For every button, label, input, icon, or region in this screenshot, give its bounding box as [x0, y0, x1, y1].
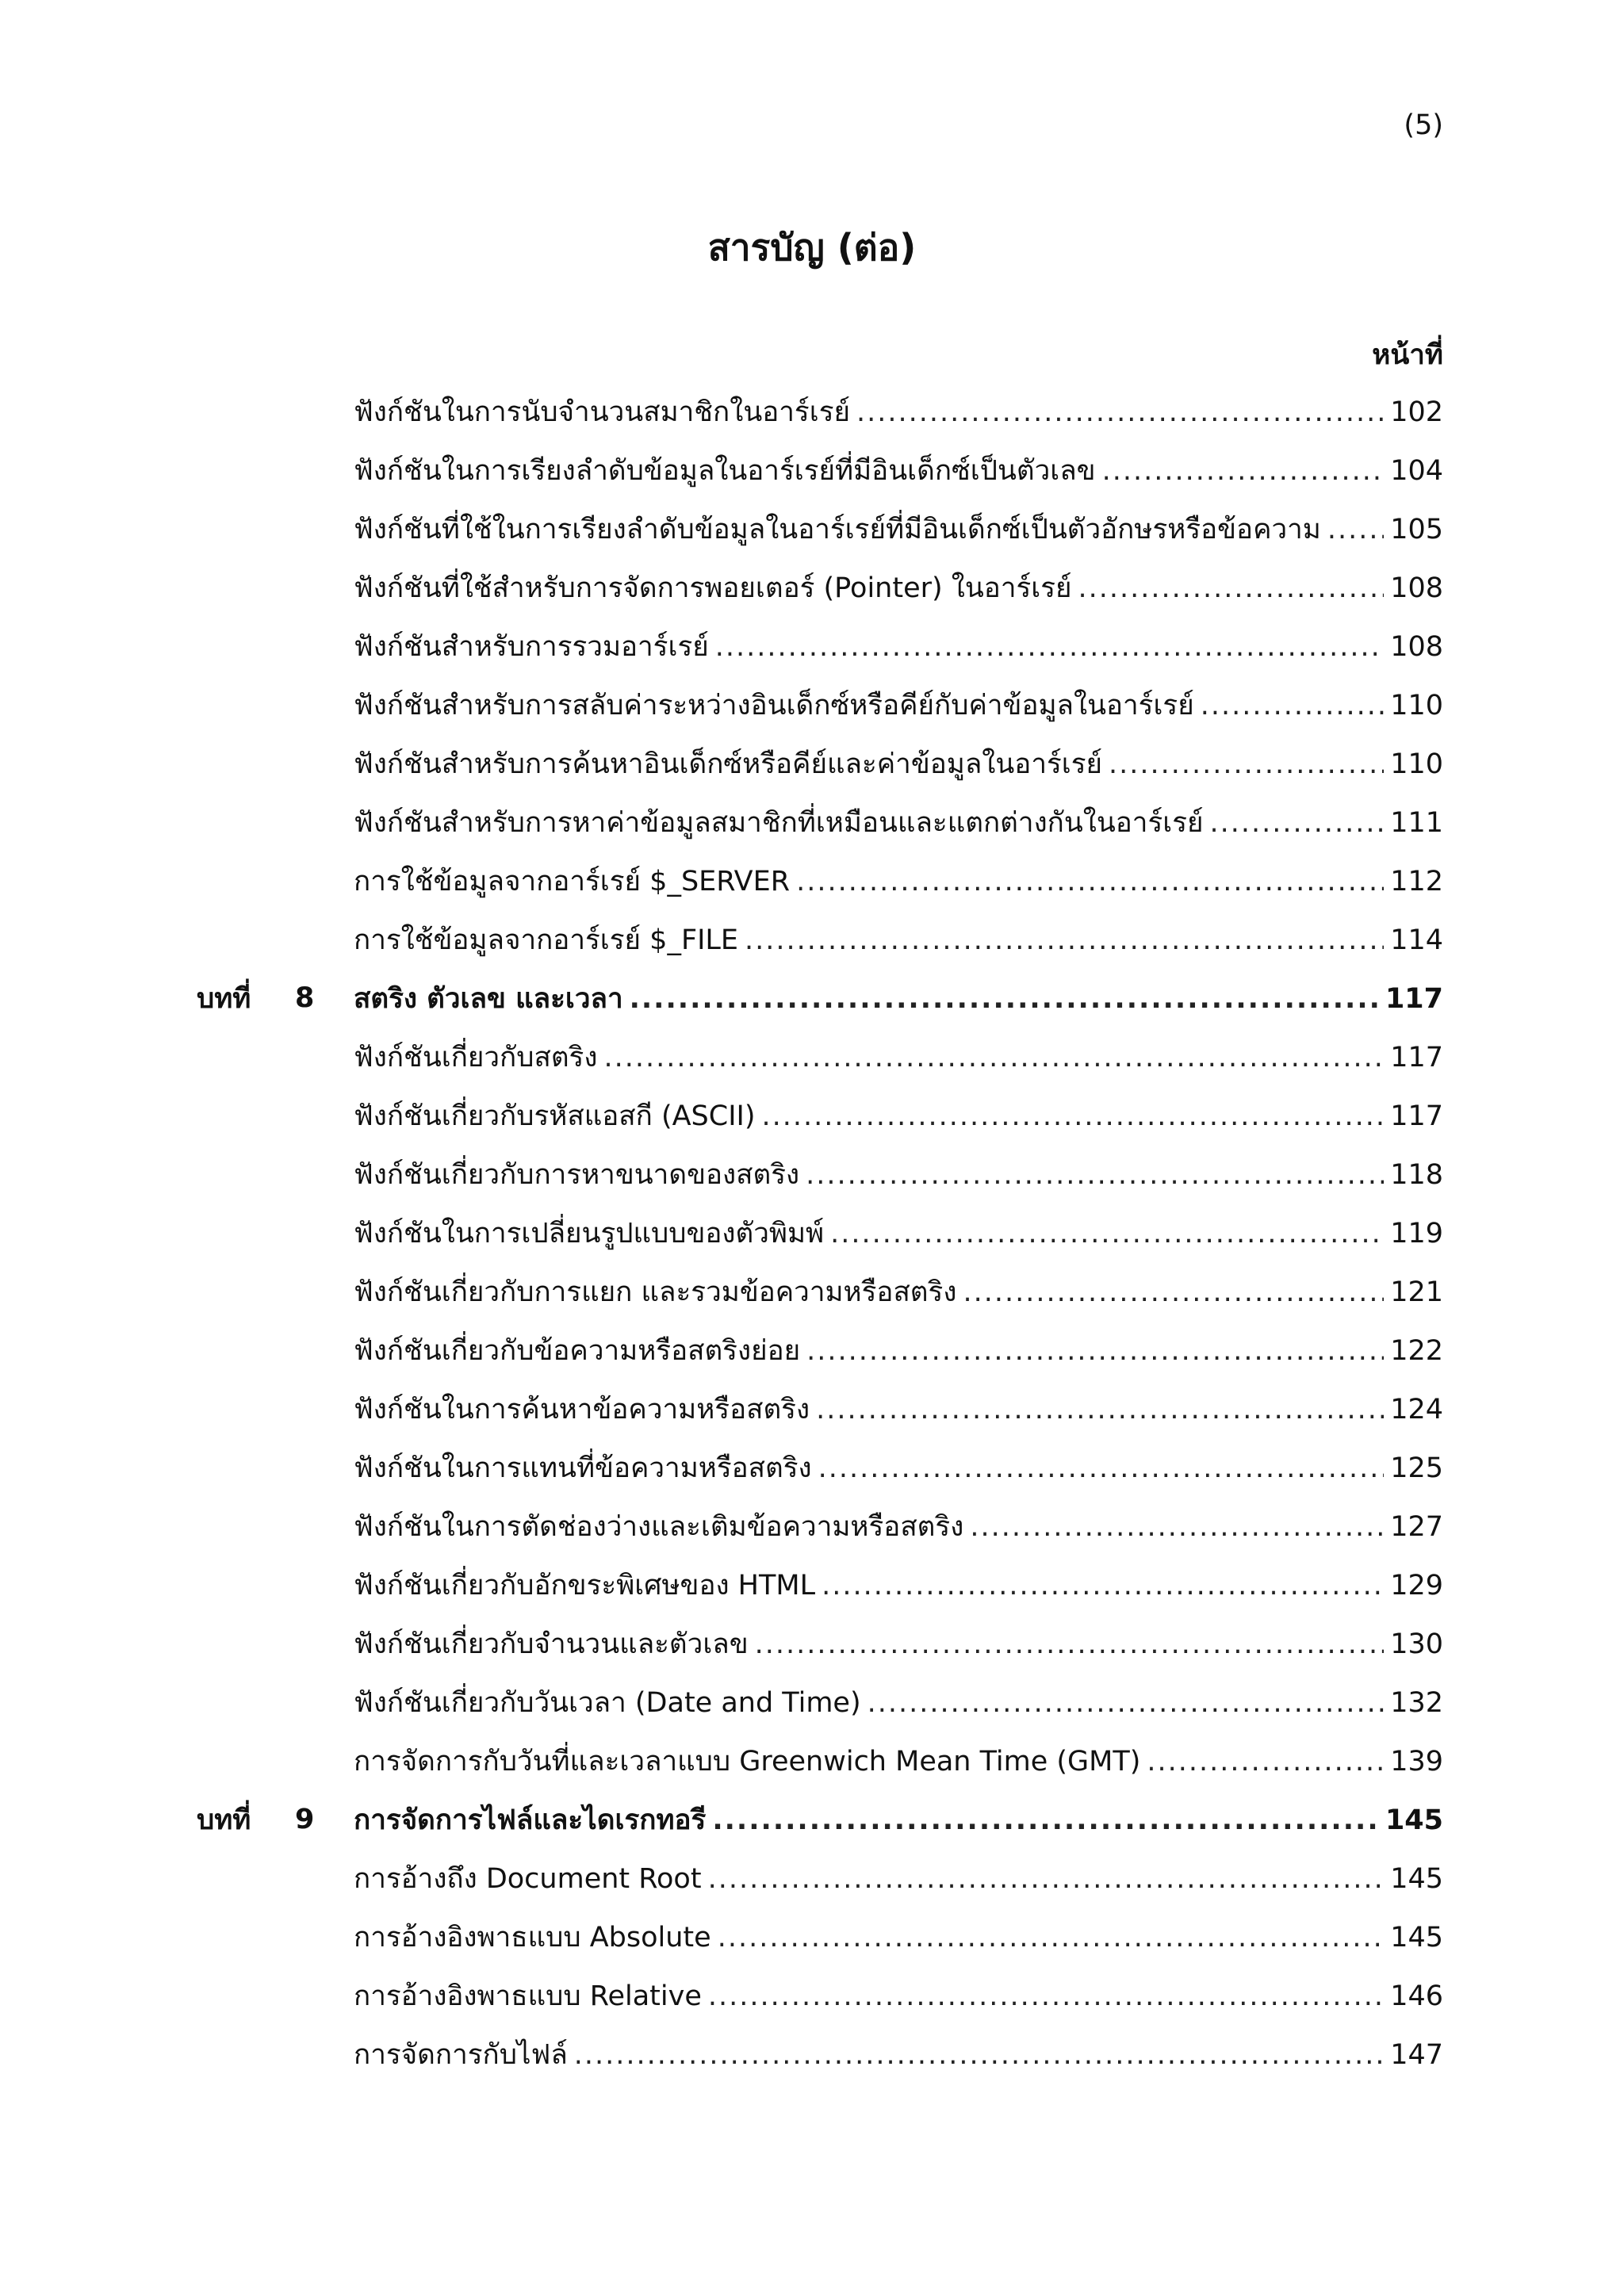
toc-entry-row [0, 910, 1624, 969]
toc-entry-row [0, 558, 1624, 617]
toc-line [354, 1446, 1443, 1490]
dot-leader [822, 1570, 1384, 1601]
toc-line [354, 1622, 1443, 1666]
dot-leader [806, 1159, 1384, 1191]
toc-entry-title: ฟังก์ชันสำหรับการค้นหาอินเด็กซ์หรือคีย์และค่าข้อมูลในอาร์เรย์ [354, 748, 1103, 780]
toc-line [354, 1329, 1443, 1372]
dot-leader [762, 1100, 1385, 1132]
dot-leader [1201, 690, 1384, 721]
dot-leader [856, 396, 1384, 428]
dot-leader [796, 866, 1384, 897]
toc-line [354, 449, 1443, 492]
dot-leader [1210, 807, 1385, 839]
toc-entry-page: 105 [1390, 513, 1443, 545]
dot-leader [1147, 1746, 1384, 1777]
toc-entry-page: 145 [1390, 1921, 1443, 1954]
toc-entry-row [0, 1556, 1624, 1614]
toc-entry-page: 127 [1390, 1510, 1443, 1543]
page-column-header: หน้าที่ [1372, 339, 1443, 371]
toc-entry-row [0, 1321, 1624, 1380]
page-title: สารบัญ (ต่อ) [707, 226, 917, 269]
toc-entry-title: ฟังก์ชันในการเรียงลำดับข้อมูลในอาร์เรย์ที่มีอินเด็กซ์เป็นตัวเลข [354, 454, 1096, 487]
toc-entry-page: 132 [1390, 1686, 1443, 1719]
toc-entry-page: 145 [1385, 1804, 1443, 1836]
dot-leader [708, 1980, 1384, 2012]
toc-entry-title: ฟังก์ชันเกี่ยวกับสตริง [354, 1041, 598, 1073]
toc-line [354, 1857, 1443, 1900]
toc-entry-row [0, 1438, 1624, 1497]
toc-line [354, 1915, 1443, 1959]
toc-entry-row [0, 1027, 1624, 1086]
dot-leader [816, 1394, 1384, 1425]
toc-line [354, 2033, 1443, 2076]
toc-entry-title: ฟังก์ชันที่ใช้ในการเรียงลำดับข้อมูลในอาร์เรย์ที่มีอินเด็กซ์เป็นตัวอักษรหรือข้อความ [354, 513, 1321, 545]
toc-line [354, 683, 1443, 727]
toc-entry-title: ฟังก์ชันสำหรับการสลับค่าระหว่างอินเด็กซ์หรือคีย์กับค่าข้อมูลในอาร์เรย์ [354, 689, 1194, 721]
dot-leader [1327, 514, 1384, 545]
toc-entry-page: 145 [1390, 1862, 1443, 1895]
toc-entry-page: 110 [1390, 689, 1443, 721]
toc-entry-page: 122 [1390, 1334, 1443, 1367]
toc-entry-title: ฟังก์ชันในการนับจำนวนสมาชิกในอาร์เรย์ [354, 396, 851, 428]
toc-entry-title: ฟังก์ชันในการเปลี่ยนรูปแบบของตัวพิมพ์ [354, 1217, 825, 1249]
toc-entry-title: ฟังก์ชันเกี่ยวกับการหาขนาดของสตริง [354, 1158, 800, 1191]
toc-entry-row [0, 1673, 1624, 1732]
chapter-number: 8 [295, 982, 315, 1014]
toc-entry-page: 146 [1390, 1980, 1443, 2012]
chapter-label: บทที่ [197, 1804, 251, 1836]
dot-leader [708, 1863, 1385, 1895]
toc-entry-title: การจัดการกับวันที่และเวลาแบบ Greenwich Mean Time (GMT) [354, 1745, 1141, 1777]
toc-entry-page: 104 [1390, 454, 1443, 487]
toc-line [354, 1739, 1443, 1783]
dot-leader [1109, 748, 1384, 780]
toc-line [354, 1094, 1443, 1138]
toc-entry-title: ฟังก์ชันในการแทนที่ข้อความหรือสตริง [354, 1452, 812, 1484]
dot-leader [630, 983, 1379, 1015]
toc-entry-title: ฟังก์ชันเกี่ยวกับจำนวนและตัวเลข [354, 1628, 749, 1660]
toc-entry-title: ฟังก์ชันเกี่ยวกับวันเวลา (Date and Time) [354, 1686, 861, 1719]
toc-entry-page: 121 [1390, 1276, 1443, 1308]
toc-line [354, 1270, 1443, 1314]
toc-entry-title: การอ้างถึง Document Root [354, 1862, 702, 1895]
toc-entry-row [0, 1908, 1624, 1966]
dot-leader [1102, 455, 1385, 487]
toc-entry-title: ฟังก์ชันเกี่ยวกับรหัสแอสกี (ASCII) [354, 1100, 756, 1132]
chapter-label: บทที่ [197, 982, 251, 1015]
dot-leader [745, 924, 1384, 956]
toc-entry-row [0, 2025, 1624, 2084]
toc-entry-page: 124 [1390, 1393, 1443, 1425]
toc-entry-title: ฟังก์ชันเกี่ยวกับข้อความหรือสตริงย่อย [354, 1334, 801, 1367]
table-of-contents [0, 382, 1624, 2084]
toc-line [354, 1211, 1443, 1255]
toc-entry-page: 110 [1390, 748, 1443, 780]
toc-entry-row [0, 1086, 1624, 1145]
toc-entry-title: ฟังก์ชันสำหรับการหาค่าข้อมูลสมาชิกที่เหมือนและแตกต่างกันในอาร์เรย์ [354, 806, 1204, 839]
toc-chapter-row [0, 969, 1624, 1027]
toc-entry-row [0, 851, 1624, 910]
toc-line [354, 507, 1443, 551]
toc-entry-page: 130 [1390, 1628, 1443, 1660]
toc-entry-page: 117 [1390, 1100, 1443, 1132]
toc-entry-page: 117 [1390, 1041, 1443, 1073]
toc-entry-title: การใช้ข้อมูลจากอาร์เรย์ $_FILE [354, 924, 739, 956]
toc-entry-page: 108 [1390, 630, 1443, 663]
toc-line [354, 801, 1443, 844]
toc-entry-row [0, 1732, 1624, 1790]
toc-entry-page: 102 [1390, 396, 1443, 428]
toc-entry-row [0, 675, 1624, 734]
dot-leader [970, 1511, 1384, 1543]
toc-line [354, 1035, 1443, 1079]
dot-leader [574, 2039, 1384, 2071]
toc-entry-page: 112 [1390, 865, 1443, 897]
toc-line [354, 625, 1443, 668]
toc-line [354, 742, 1443, 786]
toc-line [354, 1974, 1443, 2018]
toc-entry-title: ฟังก์ชันในการค้นหาข้อความหรือสตริง [354, 1393, 810, 1425]
toc-entry-page: 139 [1390, 1745, 1443, 1777]
toc-entry-title: การจัดการกับไฟล์ [354, 2038, 568, 2071]
toc-entry-title: สตริง ตัวเลข และเวลา [354, 982, 623, 1015]
toc-entry-page: 111 [1390, 806, 1443, 839]
dot-leader [718, 1922, 1384, 1954]
toc-line [354, 859, 1443, 903]
toc-entry-page: 125 [1390, 1452, 1443, 1484]
toc-entry-row [0, 1262, 1624, 1321]
toc-entry-page: 119 [1390, 1217, 1443, 1249]
toc-entry-page: 108 [1390, 572, 1443, 604]
toc-line [354, 977, 1443, 1020]
dot-leader [755, 1628, 1385, 1660]
toc-entry-row [0, 1380, 1624, 1438]
toc-entry-row [0, 499, 1624, 558]
toc-entry-row [0, 617, 1624, 675]
dot-leader [830, 1218, 1384, 1249]
page-number: (5) [1404, 109, 1443, 141]
toc-entry-title: ฟังก์ชันเกี่ยวกับการแยก และรวมข้อความหรือสตริง [354, 1276, 957, 1308]
dot-leader [715, 631, 1384, 663]
toc-entry-title: การจัดการไฟล์และไดเรกทอรี [354, 1804, 707, 1836]
toc-entry-page: 147 [1390, 2038, 1443, 2071]
toc-entry-title: ฟังก์ชันที่ใช้สำหรับการจัดการพอยเตอร์ (Pointer) ในอาร์เรย์ [354, 572, 1072, 604]
toc-entry-title: ฟังก์ชันเกี่ยวกับอักขระพิเศษของ HTML [354, 1569, 816, 1601]
toc-line [354, 1387, 1443, 1431]
toc-line [354, 1153, 1443, 1196]
toc-line [354, 1798, 1443, 1842]
dot-leader [868, 1687, 1385, 1719]
toc-entry-row [0, 382, 1624, 441]
toc-entry-row [0, 1145, 1624, 1203]
toc-entry-page: 117 [1385, 982, 1443, 1015]
dot-leader [1078, 572, 1385, 604]
toc-chapter-row [0, 1790, 1624, 1849]
toc-entry-page: 118 [1390, 1158, 1443, 1191]
toc-entry-title: ฟังก์ชันในการตัดช่องว่างและเติมข้อความหรือสตริง [354, 1510, 964, 1543]
dot-leader [712, 1804, 1379, 1836]
chapter-number: 9 [295, 1804, 315, 1835]
dot-leader [806, 1335, 1384, 1367]
dot-leader [963, 1276, 1384, 1308]
toc-line [354, 1681, 1443, 1724]
toc-entry-row [0, 793, 1624, 851]
toc-entry-row [0, 1497, 1624, 1556]
toc-entry-row [0, 1203, 1624, 1262]
toc-entry-row [0, 1614, 1624, 1673]
dot-leader [818, 1452, 1385, 1484]
dot-leader [603, 1042, 1384, 1073]
toc-entry-row [0, 1966, 1624, 2025]
toc-line [354, 918, 1443, 962]
toc-entry-title: การอ้างอิงพาธแบบ Absolute [354, 1921, 711, 1954]
toc-entry-row [0, 441, 1624, 499]
toc-line [354, 566, 1443, 610]
toc-line [354, 1505, 1443, 1548]
toc-entry-row [0, 734, 1624, 793]
toc-entry-title: การอ้างอิงพาธแบบ Relative [354, 1980, 702, 2012]
toc-entry-page: 129 [1390, 1569, 1443, 1601]
toc-entry-title: การใช้ข้อมูลจากอาร์เรย์ $_SERVER [354, 865, 791, 897]
toc-line [354, 390, 1443, 434]
toc-line [354, 1563, 1443, 1607]
toc-entry-page: 114 [1390, 924, 1443, 956]
toc-entry-row [0, 1849, 1624, 1908]
toc-entry-title: ฟังก์ชันสำหรับการรวมอาร์เรย์ [354, 630, 709, 663]
